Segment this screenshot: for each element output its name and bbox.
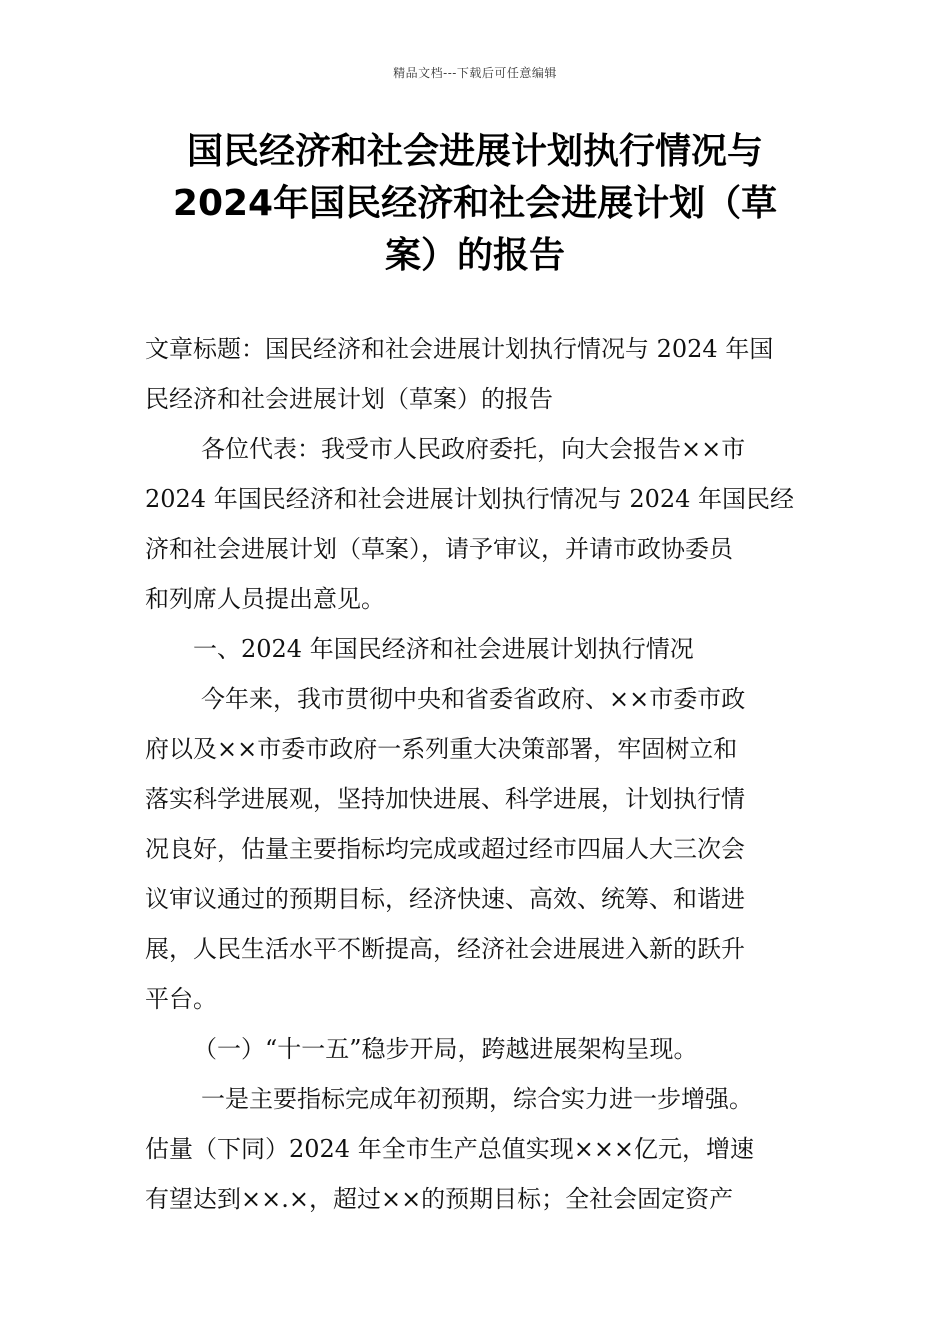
text-line: 落实科学进展观，坚持加快进展、科学进展，计划执行情 <box>145 785 745 813</box>
text-line: 一是主要指标完成年初预期，综合实力进一步增强。 <box>201 1085 753 1113</box>
text-line: 平台。 <box>145 985 217 1013</box>
document-title <box>140 126 810 282</box>
section-heading <box>145 624 810 674</box>
text-line: （一）“十一五”稳步开局，跨越进展架构呈现。 <box>193 1035 698 1063</box>
text-line: 济和社会进展计划（草案），请予审议，并请市政协委员 <box>145 535 733 563</box>
text-line: 民经济和社会进展计划（草案）的报告 <box>145 385 553 413</box>
text-line: 府以及××市委市政府一系列重大决策部署，牢固树立和 <box>145 735 738 763</box>
title-line: 2024年国民经济和社会进展计划（草 <box>172 183 778 224</box>
title-line: 案）的报告 <box>384 235 565 276</box>
text-line: 2024 年国民经济和社会进展计划执行情况与 2024 年国民经 <box>145 485 795 513</box>
text-line: 今年来，我市贯彻中央和省委省政府、××市委市政 <box>201 685 746 713</box>
text-line: 文章标题：国民经济和社会进展计划执行情况与 2024 年国 <box>145 335 774 363</box>
article-title-paragraph <box>145 324 810 424</box>
document-body <box>145 324 810 1224</box>
text-line: 各位代表：我受市人民政府委托，向大会报告××市 <box>201 435 746 463</box>
text-line: 有望达到××.×，超过××的预期目标；全社会固定资产 <box>145 1185 734 1213</box>
text-line: 况良好，估量主要指标均完成或超过经市四届人大三次会 <box>145 835 745 863</box>
text-line: 和列席人员提出意见。 <box>145 585 385 613</box>
title-line: 国民经济和社会进展计划执行情况与 <box>186 131 763 172</box>
text-line: 议审议通过的预期目标，经济快速、高效、统筹、和谐进 <box>145 885 745 913</box>
body-paragraph <box>145 674 810 1024</box>
subsection-heading <box>145 1024 810 1074</box>
salutation-paragraph <box>145 424 810 624</box>
body-paragraph <box>145 1074 810 1224</box>
text-line: 一、2024 年国民经济和社会进展计划执行情况 <box>193 635 694 663</box>
text-line: 展，人民生活水平不断提高，经济社会进展进入新的跃升 <box>145 935 745 963</box>
text-line: 估量（下同）2024 年全市生产总值实现×××亿元，增速 <box>145 1135 755 1163</box>
header-note: 精品文档---下载后可任意编辑 <box>393 66 557 80</box>
